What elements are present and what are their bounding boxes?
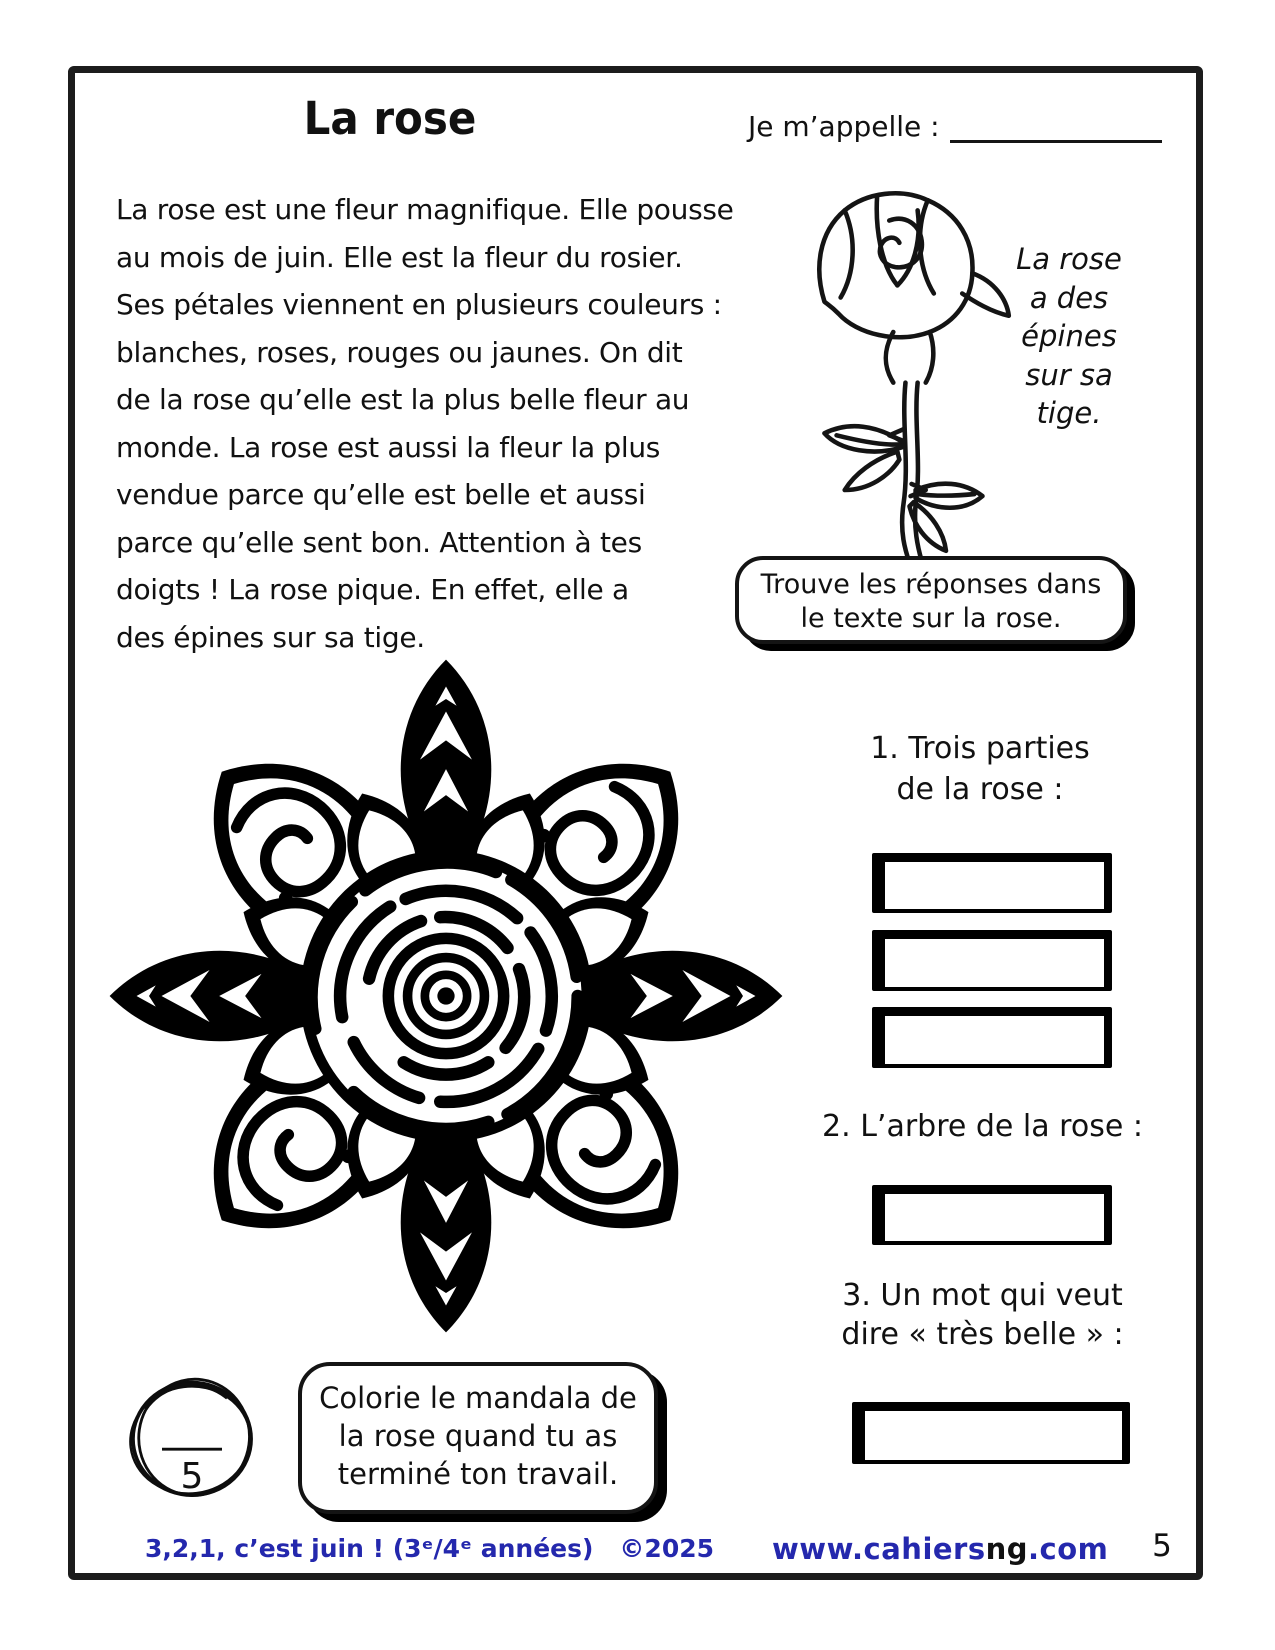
question-3-line: dire « très belle » :	[841, 1317, 1124, 1352]
reading-line: doigts ! La rose pique. En effet, elle a	[116, 573, 629, 606]
coloring-line: la rose quand tu as	[338, 1419, 618, 1453]
question-3-label	[810, 1276, 1155, 1354]
score-denominator: 5	[180, 1456, 204, 1497]
question-1-line: de la rose :	[896, 772, 1064, 807]
rose-caption-line: La rose	[1016, 242, 1122, 276]
answer-box-q1-3[interactable]	[872, 1007, 1112, 1068]
website-prefix: www.cahiers	[772, 1532, 986, 1566]
score-circle	[116, 1362, 268, 1512]
question-1-line: 1. Trois parties	[870, 731, 1090, 766]
reading-line: La rose est une fleur magnifique. Elle pousse	[116, 193, 734, 226]
reading-line: blanches, roses, rouges ou jaunes. On dit	[116, 335, 683, 369]
reading-line: Ses pétales viennent en plusieurs couleurs :	[116, 288, 722, 321]
question-2-label: 2. L’arbre de la rose :	[822, 1109, 1143, 1144]
name-blank[interactable]	[950, 106, 1162, 143]
reading-line: au mois de juin. Elle est la fleur du rosier.	[116, 240, 683, 274]
reading-line: vendue parce qu’elle est belle et aussi	[116, 478, 646, 511]
question-3-line: 3. Un mot qui veut	[842, 1278, 1123, 1313]
footer-series-text: 3,2,1, c’est juin ! (3ᵉ/4ᵉ années)	[145, 1534, 594, 1563]
reading-line: des épines sur sa tige.	[116, 620, 425, 654]
question-1-label	[830, 728, 1130, 810]
rose-line-art	[795, 180, 1020, 565]
rose-caption-line: tige.	[1036, 396, 1102, 430]
rose-caption-line: sur sa	[1025, 357, 1113, 392]
page-title: La rose	[303, 92, 477, 145]
reading-line: monde. La rose est aussi la fleur la plus	[116, 430, 661, 464]
coloring-instruction-box	[298, 1362, 658, 1514]
page-number: 5	[1152, 1528, 1172, 1564]
coloring-line: terminé ton travail.	[337, 1457, 619, 1491]
rose-caption	[996, 240, 1142, 433]
answer-box-q1-2[interactable]	[872, 930, 1112, 991]
name-line	[748, 106, 1162, 143]
rose-caption-line: épines	[1021, 319, 1117, 353]
answer-box-q3[interactable]	[852, 1402, 1130, 1464]
reading-paragraph	[116, 186, 734, 661]
instruction-line: le texte sur la rose.	[800, 603, 1062, 634]
rose-caption-line: a des	[1029, 280, 1109, 315]
reading-line: de la rose qu’elle est la plus belle fleur au	[116, 383, 690, 416]
footer-copyright: ©2025	[619, 1534, 715, 1563]
answer-box-q1-1[interactable]	[872, 853, 1112, 913]
website-suffix: .com	[1028, 1532, 1109, 1566]
instruction-line: Trouve les réponses dans	[760, 569, 1102, 600]
coloring-line: Colorie le mandala de	[319, 1381, 637, 1415]
instruction-box	[735, 556, 1127, 644]
answer-box-q2[interactable]	[872, 1185, 1112, 1245]
footer-series	[145, 1534, 714, 1563]
reading-line: parce qu’elle sent bon. Attention à tes	[116, 525, 642, 559]
footer-website	[772, 1532, 1108, 1566]
website-mid: ng	[985, 1532, 1029, 1566]
rose-mandala-coloring	[100, 645, 792, 1347]
name-label: Je m’appelle :	[748, 110, 940, 143]
